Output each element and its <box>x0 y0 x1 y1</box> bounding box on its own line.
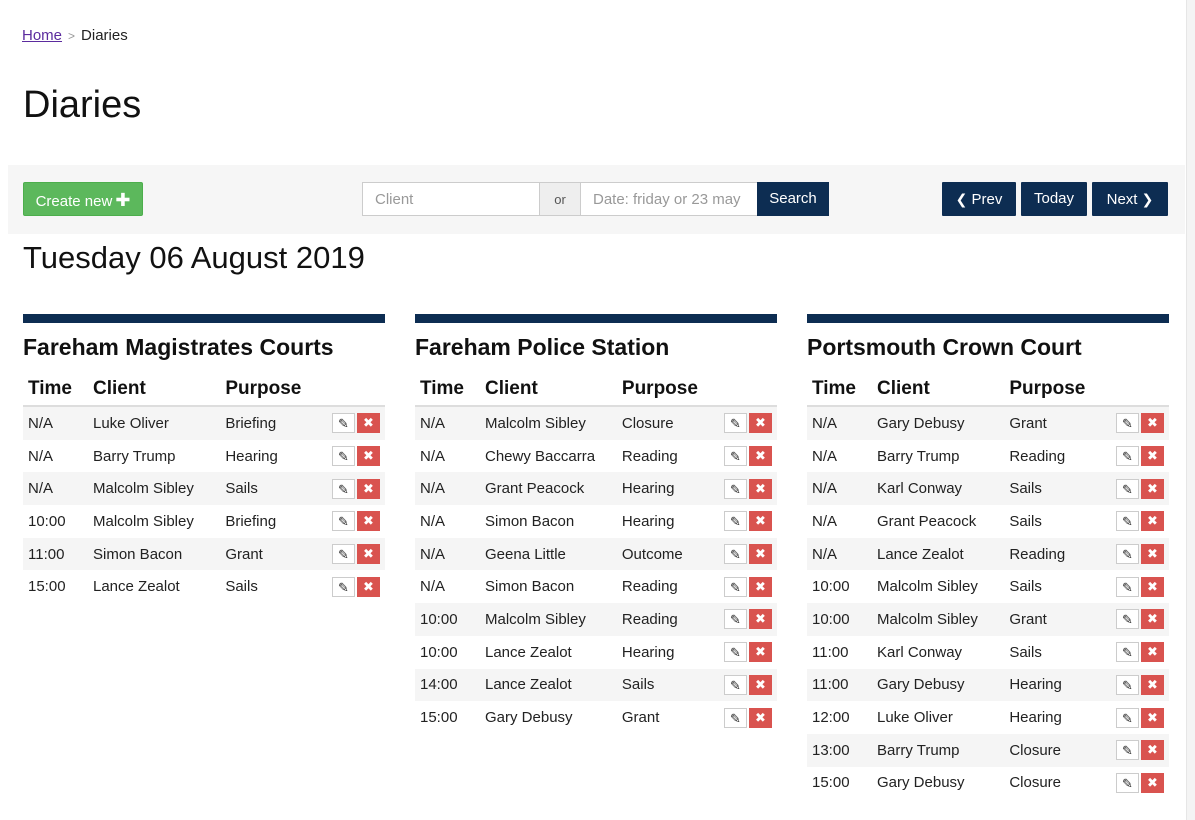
actions-cell <box>323 472 385 505</box>
purpose-cell: Reading <box>621 447 678 465</box>
pencil-icon[interactable]: ✎ <box>724 708 747 728</box>
panel-accent-bar <box>23 314 385 323</box>
actions-column-header <box>323 372 385 406</box>
pencil-icon[interactable]: ✎ <box>1116 773 1139 793</box>
table-row <box>415 701 777 734</box>
pencil-icon[interactable]: ✎ <box>1116 413 1139 433</box>
client-cell: Malcolm Sibley <box>480 406 617 440</box>
delete-x-icon[interactable]: ✖ <box>1141 479 1164 499</box>
delete-x-icon[interactable]: ✖ <box>749 708 772 728</box>
time-cell: N/A <box>415 472 480 505</box>
date-search-input[interactable] <box>580 182 758 216</box>
delete-x-icon[interactable]: ✖ <box>1141 642 1164 662</box>
purpose-cell: Sails <box>1009 578 1042 596</box>
client-cell: Karl Conway <box>872 472 1004 505</box>
time-cell: 10:00 <box>807 603 872 636</box>
pencil-icon[interactable]: ✎ <box>1116 479 1139 499</box>
table-row <box>807 538 1169 571</box>
actions-cell <box>715 603 777 636</box>
delete-x-icon[interactable]: ✖ <box>357 511 380 531</box>
purpose-cell: Briefing <box>225 512 277 530</box>
chevron-left-icon: ❮ <box>955 191 968 207</box>
panel-accent-bar <box>415 314 777 323</box>
delete-x-icon[interactable]: ✖ <box>749 446 772 466</box>
time-cell: 10:00 <box>812 578 850 596</box>
table-row <box>23 570 385 603</box>
purpose-cell: Outcome <box>617 538 715 571</box>
purpose-cell: Hearing <box>621 643 675 661</box>
time-cell: 10:00 <box>420 643 458 661</box>
table-row <box>23 538 385 571</box>
time-column-header: Time <box>23 372 88 406</box>
purpose-cell: Hearing <box>1004 669 1107 702</box>
client-cell: Gary Debusy <box>872 406 1004 440</box>
time-cell: 10:00 <box>28 512 66 530</box>
location-title: Fareham Magistrates Courts <box>23 334 334 360</box>
time-cell: 15:00 <box>420 709 458 727</box>
table-row <box>415 636 777 669</box>
client-cell: Geena Little <box>480 538 617 571</box>
delete-x-icon[interactable]: ✖ <box>1141 708 1164 728</box>
purpose-cell: Reading <box>621 578 678 596</box>
breadcrumb-separator: > <box>68 29 76 43</box>
diary-table <box>807 372 1169 799</box>
pencil-icon[interactable]: ✎ <box>1116 609 1139 629</box>
table-row <box>807 767 1169 800</box>
purpose-cell: Reading <box>1009 447 1066 465</box>
client-cell: Barry Trump <box>93 447 176 465</box>
pencil-icon[interactable]: ✎ <box>1116 675 1139 695</box>
actions-cell <box>715 472 777 505</box>
table-row <box>807 603 1169 636</box>
client-column-header: Client <box>88 372 220 406</box>
purpose-cell: Closure <box>617 406 715 440</box>
table-row <box>807 570 1169 603</box>
pencil-icon[interactable]: ✎ <box>1116 642 1139 662</box>
actions-cell <box>715 701 777 734</box>
breadcrumb-current: Diaries <box>81 27 128 44</box>
actions-cell <box>715 636 777 669</box>
prev-label: Prev <box>971 191 1003 208</box>
time-cell: N/A <box>807 472 872 505</box>
pencil-icon[interactable]: ✎ <box>724 642 747 662</box>
table-row <box>415 406 777 440</box>
purpose-cell: Closure <box>1004 734 1107 767</box>
location-title: Portsmouth Crown Court <box>807 334 1082 360</box>
purpose-cell: Closure <box>1009 774 1061 792</box>
location-title: Fareham Police Station <box>415 334 670 360</box>
table-row <box>415 440 777 473</box>
purpose-column-header: Purpose <box>220 372 323 406</box>
client-search-input[interactable] <box>362 182 540 216</box>
pencil-icon[interactable]: ✎ <box>1116 740 1139 760</box>
purpose-cell: Sails <box>617 669 715 702</box>
pencil-icon[interactable]: ✎ <box>332 544 355 564</box>
time-cell: 14:00 <box>415 669 480 702</box>
pencil-icon[interactable]: ✎ <box>1116 511 1139 531</box>
toolbar <box>8 165 1185 234</box>
client-cell: Barry Trump <box>872 734 1004 767</box>
time-cell: 15:00 <box>28 578 66 596</box>
client-cell: Gary Debusy <box>872 669 1004 702</box>
delete-x-icon[interactable]: ✖ <box>1141 773 1164 793</box>
delete-x-icon[interactable]: ✖ <box>749 511 772 531</box>
actions-cell <box>1107 472 1169 505</box>
actions-column-header <box>715 372 777 406</box>
delete-x-icon[interactable]: ✖ <box>749 675 772 695</box>
time-cell: N/A <box>23 472 88 505</box>
actions-cell <box>1107 570 1169 603</box>
time-cell: N/A <box>28 447 54 465</box>
prev-button[interactable] <box>942 182 1016 216</box>
table-row <box>415 603 777 636</box>
actions-cell <box>323 406 385 440</box>
time-cell: 15:00 <box>812 774 850 792</box>
client-cell: Gary Debusy <box>877 774 965 792</box>
client-cell: Chewy Baccarra <box>485 447 596 465</box>
time-cell: N/A <box>415 406 480 440</box>
time-cell: 11:00 <box>812 643 849 661</box>
table-row <box>807 669 1169 702</box>
client-cell: Karl Conway <box>877 643 963 661</box>
table-row <box>807 734 1169 767</box>
actions-cell <box>323 570 385 603</box>
plus-icon: ✚ <box>115 190 131 210</box>
client-cell: Malcolm Sibley <box>88 472 220 505</box>
purpose-column-header: Purpose <box>1004 372 1107 406</box>
location-panel <box>415 314 777 734</box>
or-label: or <box>540 182 580 216</box>
table-row <box>23 472 385 505</box>
pencil-icon[interactable]: ✎ <box>724 511 747 531</box>
purpose-column-header: Purpose <box>617 372 715 406</box>
client-cell: Lance Zealot <box>872 538 1004 571</box>
delete-x-icon[interactable]: ✖ <box>749 577 772 597</box>
delete-x-icon[interactable]: ✖ <box>749 479 772 499</box>
actions-cell <box>715 538 777 571</box>
location-panel <box>807 314 1169 799</box>
pencil-icon[interactable]: ✎ <box>332 413 355 433</box>
actions-cell <box>1107 406 1169 440</box>
actions-cell <box>715 406 777 440</box>
table-row <box>807 505 1169 538</box>
client-cell: Simon Bacon <box>485 578 575 596</box>
time-cell: N/A <box>807 406 872 440</box>
chevron-right-icon: ❯ <box>1141 191 1154 207</box>
client-cell: Grant Peacock <box>877 512 977 530</box>
delete-x-icon[interactable]: ✖ <box>1141 511 1164 531</box>
purpose-cell: Hearing <box>617 472 715 505</box>
time-cell: N/A <box>23 406 88 440</box>
table-header-row <box>415 372 777 406</box>
actions-cell <box>715 440 777 473</box>
time-cell: 12:00 <box>812 709 850 727</box>
actions-cell <box>323 538 385 571</box>
actions-cell <box>1107 767 1169 800</box>
purpose-cell: Briefing <box>220 406 323 440</box>
delete-x-icon[interactable]: ✖ <box>1141 609 1164 629</box>
client-cell: Luke Oliver <box>877 709 953 727</box>
time-cell: 11:00 <box>807 669 872 702</box>
purpose-cell: Reading <box>617 603 715 636</box>
actions-cell <box>1107 440 1169 473</box>
table-row <box>807 406 1169 440</box>
table-row <box>23 406 385 440</box>
actions-cell <box>1107 669 1169 702</box>
delete-x-icon[interactable]: ✖ <box>749 544 772 564</box>
purpose-cell: Hearing <box>225 447 278 465</box>
table-row <box>415 538 777 571</box>
table-row <box>415 570 777 603</box>
pencil-icon[interactable]: ✎ <box>724 413 747 433</box>
search-button[interactable]: Search <box>757 182 829 216</box>
pencil-icon[interactable]: ✎ <box>1116 708 1139 728</box>
client-cell: Malcolm Sibley <box>480 603 617 636</box>
time-column-header: Time <box>415 372 480 406</box>
next-label: Next <box>1106 191 1138 208</box>
client-cell: Barry Trump <box>877 447 960 465</box>
panel-accent-bar <box>807 314 1169 323</box>
delete-x-icon[interactable]: ✖ <box>749 609 772 629</box>
client-cell: Lance Zealot <box>93 578 180 596</box>
actions-cell <box>1107 701 1169 734</box>
time-cell: N/A <box>812 512 838 530</box>
create-new-button[interactable] <box>23 182 143 216</box>
table-row <box>415 472 777 505</box>
delete-x-icon[interactable]: ✖ <box>357 479 380 499</box>
pencil-icon[interactable]: ✎ <box>332 511 355 531</box>
table-row <box>23 440 385 473</box>
purpose-cell: Reading <box>1004 538 1107 571</box>
delete-x-icon[interactable]: ✖ <box>1141 740 1164 760</box>
purpose-cell: Sails <box>220 472 323 505</box>
delete-x-icon[interactable]: ✖ <box>357 544 380 564</box>
table-row <box>415 669 777 702</box>
actions-cell <box>715 570 777 603</box>
diary-table <box>23 372 385 603</box>
time-cell: 11:00 <box>23 538 88 571</box>
purpose-cell: Grant <box>1004 603 1107 636</box>
actions-cell <box>1107 636 1169 669</box>
purpose-cell: Sails <box>1004 472 1107 505</box>
delete-x-icon[interactable]: ✖ <box>357 446 380 466</box>
date-heading: Tuesday 06 August 2019 <box>23 240 365 275</box>
delete-x-icon[interactable]: ✖ <box>749 642 772 662</box>
pencil-icon[interactable]: ✎ <box>724 479 747 499</box>
client-column-header: Client <box>872 372 1004 406</box>
table-header-row <box>23 372 385 406</box>
pencil-icon[interactable]: ✎ <box>724 609 747 629</box>
actions-cell <box>323 505 385 538</box>
actions-cell <box>715 505 777 538</box>
pencil-icon[interactable]: ✎ <box>724 544 747 564</box>
delete-x-icon[interactable]: ✖ <box>357 577 380 597</box>
actions-cell <box>1107 538 1169 571</box>
purpose-cell: Sails <box>1009 512 1042 530</box>
client-cell: Malcolm Sibley <box>872 603 1004 636</box>
time-cell: N/A <box>812 447 838 465</box>
client-column-header: Client <box>480 372 617 406</box>
pencil-icon[interactable]: ✎ <box>332 577 355 597</box>
create-new-label: Create new <box>35 193 113 210</box>
delete-x-icon[interactable]: ✖ <box>1141 544 1164 564</box>
actions-column-header <box>1107 372 1169 406</box>
pencil-icon[interactable]: ✎ <box>724 446 747 466</box>
purpose-cell: Hearing <box>621 512 675 530</box>
actions-cell <box>323 440 385 473</box>
time-cell: N/A <box>807 538 872 571</box>
table-row <box>807 701 1169 734</box>
pencil-icon[interactable]: ✎ <box>724 675 747 695</box>
page-scrollbar[interactable] <box>1186 0 1195 820</box>
location-panel <box>23 314 385 603</box>
diary-table <box>415 372 777 734</box>
actions-cell <box>1107 505 1169 538</box>
time-cell: 13:00 <box>807 734 872 767</box>
client-cell: Simon Bacon <box>88 538 220 571</box>
time-cell: 10:00 <box>415 603 480 636</box>
purpose-cell: Hearing <box>1009 709 1062 727</box>
delete-x-icon[interactable]: ✖ <box>1141 446 1164 466</box>
breadcrumb <box>22 27 128 44</box>
pencil-icon[interactable]: ✎ <box>1116 446 1139 466</box>
purpose-cell: Grant <box>621 709 660 727</box>
page-title: Diaries <box>23 84 142 126</box>
time-cell: N/A <box>420 512 446 530</box>
table-row <box>23 505 385 538</box>
today-button[interactable]: Today <box>1021 182 1087 216</box>
table-row <box>807 440 1169 473</box>
pencil-icon[interactable]: ✎ <box>332 446 355 466</box>
client-cell: Grant Peacock <box>480 472 617 505</box>
delete-x-icon[interactable]: ✖ <box>1141 675 1164 695</box>
client-cell: Malcolm Sibley <box>877 578 978 596</box>
breadcrumb-home-link[interactable]: Home <box>22 27 63 44</box>
actions-cell <box>715 669 777 702</box>
delete-x-icon[interactable]: ✖ <box>1141 577 1164 597</box>
client-cell: Malcolm Sibley <box>93 512 194 530</box>
table-row <box>415 505 777 538</box>
table-row <box>807 472 1169 505</box>
time-cell: N/A <box>415 538 480 571</box>
delete-x-icon[interactable]: ✖ <box>749 413 772 433</box>
delete-x-icon[interactable]: ✖ <box>357 413 380 433</box>
purpose-cell: Grant <box>1004 406 1107 440</box>
actions-cell <box>1107 734 1169 767</box>
pencil-icon[interactable]: ✎ <box>1116 544 1139 564</box>
client-cell: Lance Zealot <box>485 643 572 661</box>
client-cell: Gary Debusy <box>485 709 573 727</box>
pencil-icon[interactable]: ✎ <box>724 577 747 597</box>
delete-x-icon[interactable]: ✖ <box>1141 413 1164 433</box>
purpose-cell: Grant <box>220 538 323 571</box>
purpose-cell: Sails <box>1009 643 1042 661</box>
time-cell: N/A <box>420 447 446 465</box>
pencil-icon[interactable]: ✎ <box>332 479 355 499</box>
next-button[interactable] <box>1092 182 1168 216</box>
client-cell: Simon Bacon <box>485 512 575 530</box>
purpose-cell: Sails <box>225 578 258 596</box>
pencil-icon[interactable]: ✎ <box>1116 577 1139 597</box>
table-row <box>807 636 1169 669</box>
time-column-header: Time <box>807 372 872 406</box>
actions-cell <box>1107 603 1169 636</box>
table-header-row <box>807 372 1169 406</box>
client-cell: Luke Oliver <box>88 406 220 440</box>
client-cell: Lance Zealot <box>480 669 617 702</box>
time-cell: N/A <box>420 578 446 596</box>
